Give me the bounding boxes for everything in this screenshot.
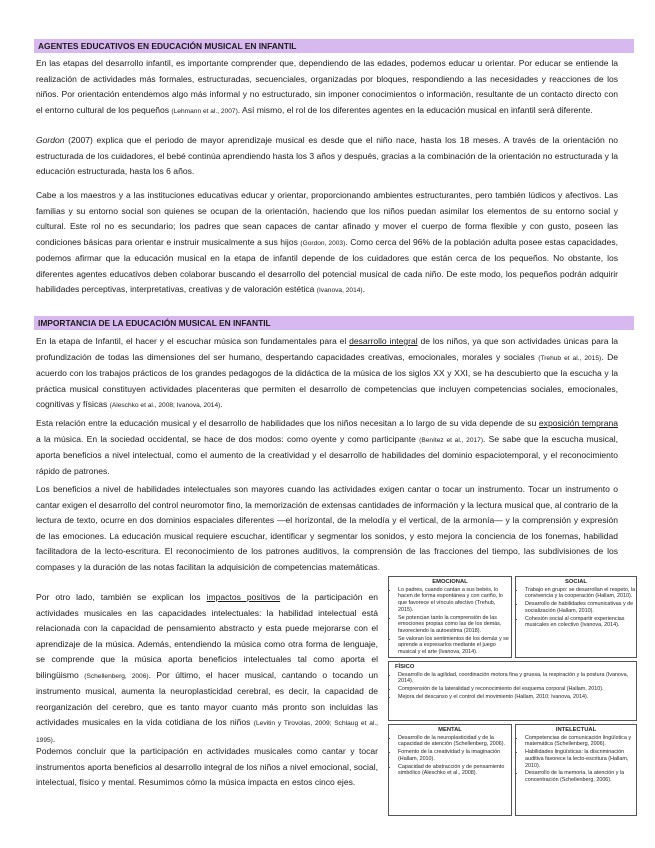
paragraph: Cabe a los maestros y a las instituciones educativas educar y orientar, proporcionando ambientes estructurantes, pero también lúdicos y afectivos. Las familias y su entorno social son quienes se ocupan de la orientación, haciendo que los niños puedan asimilar los elementos de su entorno social y cultural. Este rol no es secundario; los padres que sean capaces de cantar afinado y mover el cuerpo de forma flexible y con gusto, poseen las condiciones básicas para orientar e instruir musicalmente a sus hijos (Gordon, 2003). Como cerca del 96% de la población adulta posee estas capacidades, podemos afirmar que la educación musical en la etapa de infantil depende de los cuidadores que están cerca de los pequeños. No obstante, los diferentes agentes educativos deben colaborar buscando el desarrollo del potencial musical de cada niño. De este modo, los pequeños podrán adquirir habilidades perceptivas, interpretativas, creativas y de valoración estética (Ivanova, 2014). <box>36 190 618 295</box>
citation: (Trehub et al., 2015) <box>538 354 602 362</box>
list-item: • Desarrollo de la agilidad, coordinación motora fina y gruesa, la respiración y la postura (Ivanova, 2014). <box>398 672 636 685</box>
list-item: • Desarrollo de la memoria, la atención y la concentración (Schellenberg, 2006). <box>525 770 636 783</box>
paragraph: En la etapa de Infantil, el hacer y el escuchar música son fundamentales para el desarrollo integral de los niños, ya que son actividades únicas para la profundización de todas las dimensiones del ser humano, despertando capacidades creativas, emocionales, morales y sociales (Trehub et al., 2015). De acuerdo con los trabajos prácticos de los grandes pedagogos de la didáctica de la música de los siglos XX y XXI, se ha descubierto que la escucha y la práctica musical constituyen actividades placenteras que permiten el desarrollo de competencias que incluyen competencias sociales, emocionales, cognitivas y físicas (Aleschko et al., 2008; Ivanova, 2014). <box>36 336 619 410</box>
citation: (Schellenberg, 2006) <box>84 672 149 680</box>
box-title: EMOCIONAL <box>432 579 468 585</box>
paragraph: Los beneficios a nivel de habilidades intelectuales son mayores cuando las actividades exigen cantar o tocar un instrumento. Tocar un instrumento o cantar exigen el desarrollo del control neuromotor fino, la memorización de extensas cantidades de información y la lectura musical que, al contrario de la lectura de texto, ocurre en dos dominios espaciales diferentes —el horizontal, de la melodía y el vertical, de la armonía— y la comprensión y expresión de las emociones. La educación musical requiere escuchar, identificar y segmentar los sonidos, y esto mejora la conciencia de los fonemas, habilidad facilitadora de la lecto-escritura. El reconocimiento de los patrones auditivos, la comprensión de las fracciones del tiempo, las subdivisiones de los compases y la duración de las notas facilitan la adquisición de competencias matemáticas. <box>36 484 618 572</box>
citation: (Ivanova, 2014) <box>316 287 363 295</box>
list-item: • Se valoran los sentimientos de los demás y se aprende a expresarlos mediante el juego musical y el arte (Ivanova, 2014). <box>398 636 511 656</box>
section-heading-importancia: IMPORTANCIA DE LA EDUCACIÓN MUSICAL EN INFANTIL <box>34 316 634 330</box>
underlined-term: desarrollo integral <box>349 336 418 346</box>
box-intelectual <box>515 724 637 816</box>
citation: (Benítez et al., 2017) <box>419 436 484 444</box>
list-item: • Lo padres, cuando cantan a sus bebés, lo hacen de forma espontánea y con cariño, lo que favorece el vínculo afectivo (Trehub, 2015). <box>398 587 511 614</box>
five-axes-figure <box>388 576 637 816</box>
list-item: • Fomento de la creatividad y la imaginación (Hallam, 2010). <box>398 749 511 762</box>
underlined-term: exposición temprana <box>538 418 618 428</box>
box-fisico <box>388 661 637 721</box>
box-title: INTELECTUAL <box>555 727 597 733</box>
paragraph: Gordon (2007) explica que el periodo de mayor aprendizaje musical es desde que el niño nace, hasta los 18 meses. A través de la orientación no estructurada de los cuidadores, el bebé continúa aprendiendo hasta los 3 años y después, gracias a la combinación de la orientación no estructurada y la educación estructurada, hasta los 6 años. <box>36 135 618 177</box>
list-item: • Comprensión de la lateralidad y reconocimiento del esquema corporal (Hallam, 2010). <box>398 686 636 693</box>
paragraph: Esta relación entre la educación musical y el desarrollo de habilidades que los niños necesitan a lo largo de su vida depende de su exposición temprana a la música. En la sociedad occidental, se hace de dos modos: como oyente y como participante (Benítez et al., 2017). Se sabe que la escucha musical, aporta beneficios a nivel intelectual, como el aumento de la creatividad y el desarrollo de habilidades del dominio espaciotemporal, y el reconocimiento rápido de patrones. <box>36 418 619 476</box>
box-title: SOCIAL <box>565 579 587 585</box>
list-item: • Trabajo en grupo: se desarrollan el respeto, la convivencia y la cooperación (Hallam, 2010). <box>525 587 636 600</box>
citation: (Lehmann et al., 2007) <box>171 107 238 115</box>
citation: (Levitin y Tirovolas, 2009; Schlaug et al., 1995) <box>36 720 379 744</box>
list-item: • Capacidad de abstracción y de pensamiento simbólico (Aleschko et al., 2008). <box>398 764 511 777</box>
box-mental <box>388 724 512 816</box>
paragraph: Por otro lado, también se explican los impactos positivos de la participación en actividades musicales en las capacidades intelectuales: la habilidad intelectual está relacionada con la capacidad de pensamiento abstracto y esta puede mejorarse con el aprendizaje de la música. Además, entendiendo la música como otra forma de lenguaje, se comprende que la música aporta beneficios intelectuales tal como aporta el bilingüismo (Schellenberg, 2006). Por último, el hacer musical, cantando o tocando un instrumento musical, aumenta la neuroplasticidad cerebral, es decir, la capacidad de reorganización del cerebro, que es tanto mayor cuanto más pronto son incluidas las actividades musicales en la vida cotidiana de los niños (Levitin y Tirovolas, 2009; Schlaug et al., 1995). <box>36 592 379 744</box>
list-item: • Desarrollo de habilidades comunicativas y de socialización (Hallam, 2010). <box>525 601 636 614</box>
list-item: • Se potencian tanto la comprensión de las emociones propias como las de los demás, favoreciendo la autoestima (2018). <box>398 615 511 635</box>
list-item: • Desarrollo de la neuroplasticidad y de la capacidad de atención (Schellenberg, 2006). <box>398 735 511 748</box>
paragraph: En las etapas del desarrollo infantil, es importante comprender que, dependiendo de las edades, podemos educar u orientar. Por educar se entiende la realización de actividades más formales, estructuradas, secuenciales, organizadas por bloques, respondiendo a las necesidades y reacciones de los niños. Por orientación entendemos algo más informal y no estructurado, sin imponer conocimientos o información, resultante de un contacto directo con el entorno cultural de los pequeños (Lehmann et al., 2007). Así mismo, el rol de los diferentes agentes en la educación musical en infantil será diferente. <box>36 58 618 115</box>
paragraph: Podemos concluir que la participación en actividades musicales como cantar y tocar instrumentos aporta beneficios al desarrollo integral de los niños a nivel emocional, social, intelectual, físico y mental. Resumimos cómo la música impacta en estos cinco ejes. <box>36 746 378 788</box>
underlined-term: impactos positivos <box>206 592 281 602</box>
list-item: • Habilidades lingüísticas: la discriminación auditiva favorece la lecto-escritura (Hallam, 2010). <box>525 749 636 769</box>
box-title: MENTAL <box>438 727 462 733</box>
citation: (Aleschko et al., 2008; Ivanova, 2014) <box>109 402 221 410</box>
box-emocional <box>388 576 512 658</box>
author-name: Gordon <box>36 135 65 145</box>
list-item: • Mejora del descanso y el control del movimiento (Hallam, 2010; Ivanova, 2014). <box>398 694 636 701</box>
citation: (Gordon, 2003) <box>300 239 346 247</box>
list-item: • Competencias de comunicación lingüística y matemática (Schellenberg, 2006). <box>525 735 636 748</box>
section-heading-agentes: AGENTES EDUCATIVOS EN EDUCACIÓN MUSICAL EN INFANTIL <box>34 39 634 53</box>
box-title: FÍSICO <box>395 664 415 670</box>
box-social <box>515 576 637 658</box>
list-item: • Cohesión social al compartir experiencias musicales en colectivo (Ivanova, 2014). <box>525 616 636 629</box>
